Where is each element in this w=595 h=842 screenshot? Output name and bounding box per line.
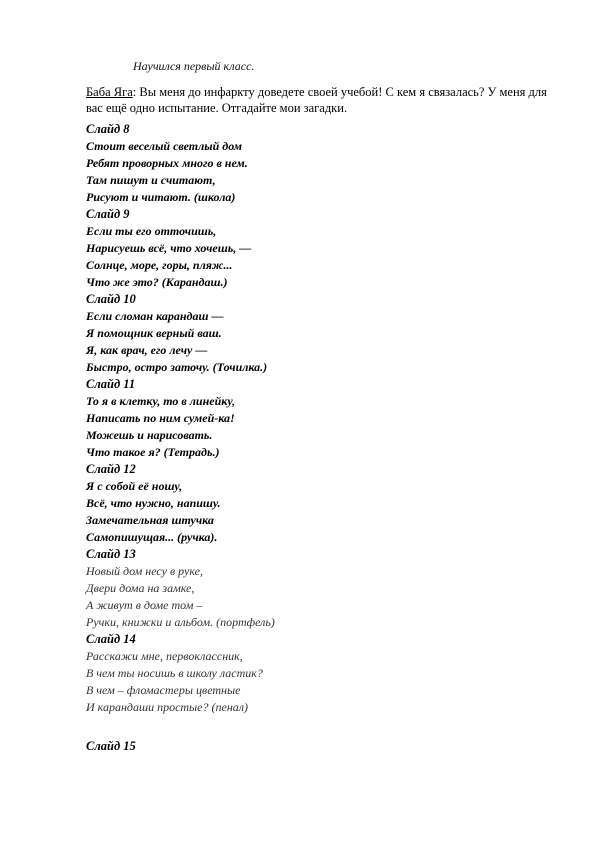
slide-heading: Слайд 9 (86, 207, 130, 221)
riddle-line: Самопишущая... (ручка). (86, 530, 218, 544)
riddle-line: Стоит веселый светлый дом (86, 139, 243, 153)
speech-text: : Вы меня до инфаркту доведете своей учебой! С кем я связалась? У меня для вас ещё одно испытание. Отгадайте мои загадки. (86, 85, 547, 115)
slide-heading: Слайд 10 (86, 292, 136, 306)
riddle-line: А живут в доме том – (86, 598, 203, 612)
riddle-line: Я с собой её ношу, (86, 479, 183, 493)
slide-heading: Слайд 12 (86, 462, 136, 476)
riddle-line: Солнце, море, горы, пляж... (86, 258, 233, 272)
riddle-line: Ребят проворных много в нем. (86, 156, 248, 170)
riddle-line: В чем – фломастеры цветные (86, 683, 241, 697)
riddle-line: Я помощник верный ваш. (86, 326, 222, 340)
riddle-line: Рисуют и читают. (школа) (86, 190, 236, 204)
riddle-line: Расскажи мне, первоклассник, (86, 649, 243, 663)
intro-line: Научился первый класс. (133, 59, 255, 73)
slide-heading: Слайд 11 (86, 377, 136, 391)
riddle-line: Всё, что нужно, напишу. (86, 496, 221, 510)
slide-heading: Слайд 15 (86, 739, 136, 753)
riddle-line: Нарисуешь всё, что хочешь, — (86, 241, 252, 255)
riddle-line: Можешь и нарисовать. (86, 428, 213, 442)
riddle-line: И карандаши простые? (пенал) (86, 700, 249, 714)
riddle-line: Ручки, книжки и альбом. (портфель) (86, 615, 275, 629)
riddle-line: Быстро, остро заточу. (Точилка.) (86, 360, 268, 374)
riddle-line: В чем ты носишь в школу ластик? (86, 666, 263, 680)
riddle-line: Если сломан карандаш — (86, 309, 224, 323)
riddle-line: Что такое я? (Тетрадь.) (86, 445, 220, 459)
slide-heading: Слайд 14 (86, 632, 136, 646)
riddle-line: Что же это? (Карандаш.) (86, 275, 228, 289)
speaker-name: Баба Яга (86, 85, 133, 99)
speech-paragraph (86, 84, 561, 116)
riddle-line: Замечательная штучка (86, 513, 214, 527)
riddle-line: Двери дома на замке, (86, 581, 195, 595)
slide-heading: Слайд 13 (86, 547, 136, 561)
riddle-line: Если ты его отточишь, (86, 224, 217, 238)
riddle-line: Там пишут и считают, (86, 173, 216, 187)
riddle-line: То я в клетку, то в линейку, (86, 394, 236, 408)
riddle-line: Написать по ним сумей-ка! (86, 411, 235, 425)
riddle-line: Я, как врач, его лечу — (86, 343, 208, 357)
slide-heading: Слайд 8 (86, 122, 130, 136)
riddle-line: Новый дом несу в руке, (86, 564, 203, 578)
